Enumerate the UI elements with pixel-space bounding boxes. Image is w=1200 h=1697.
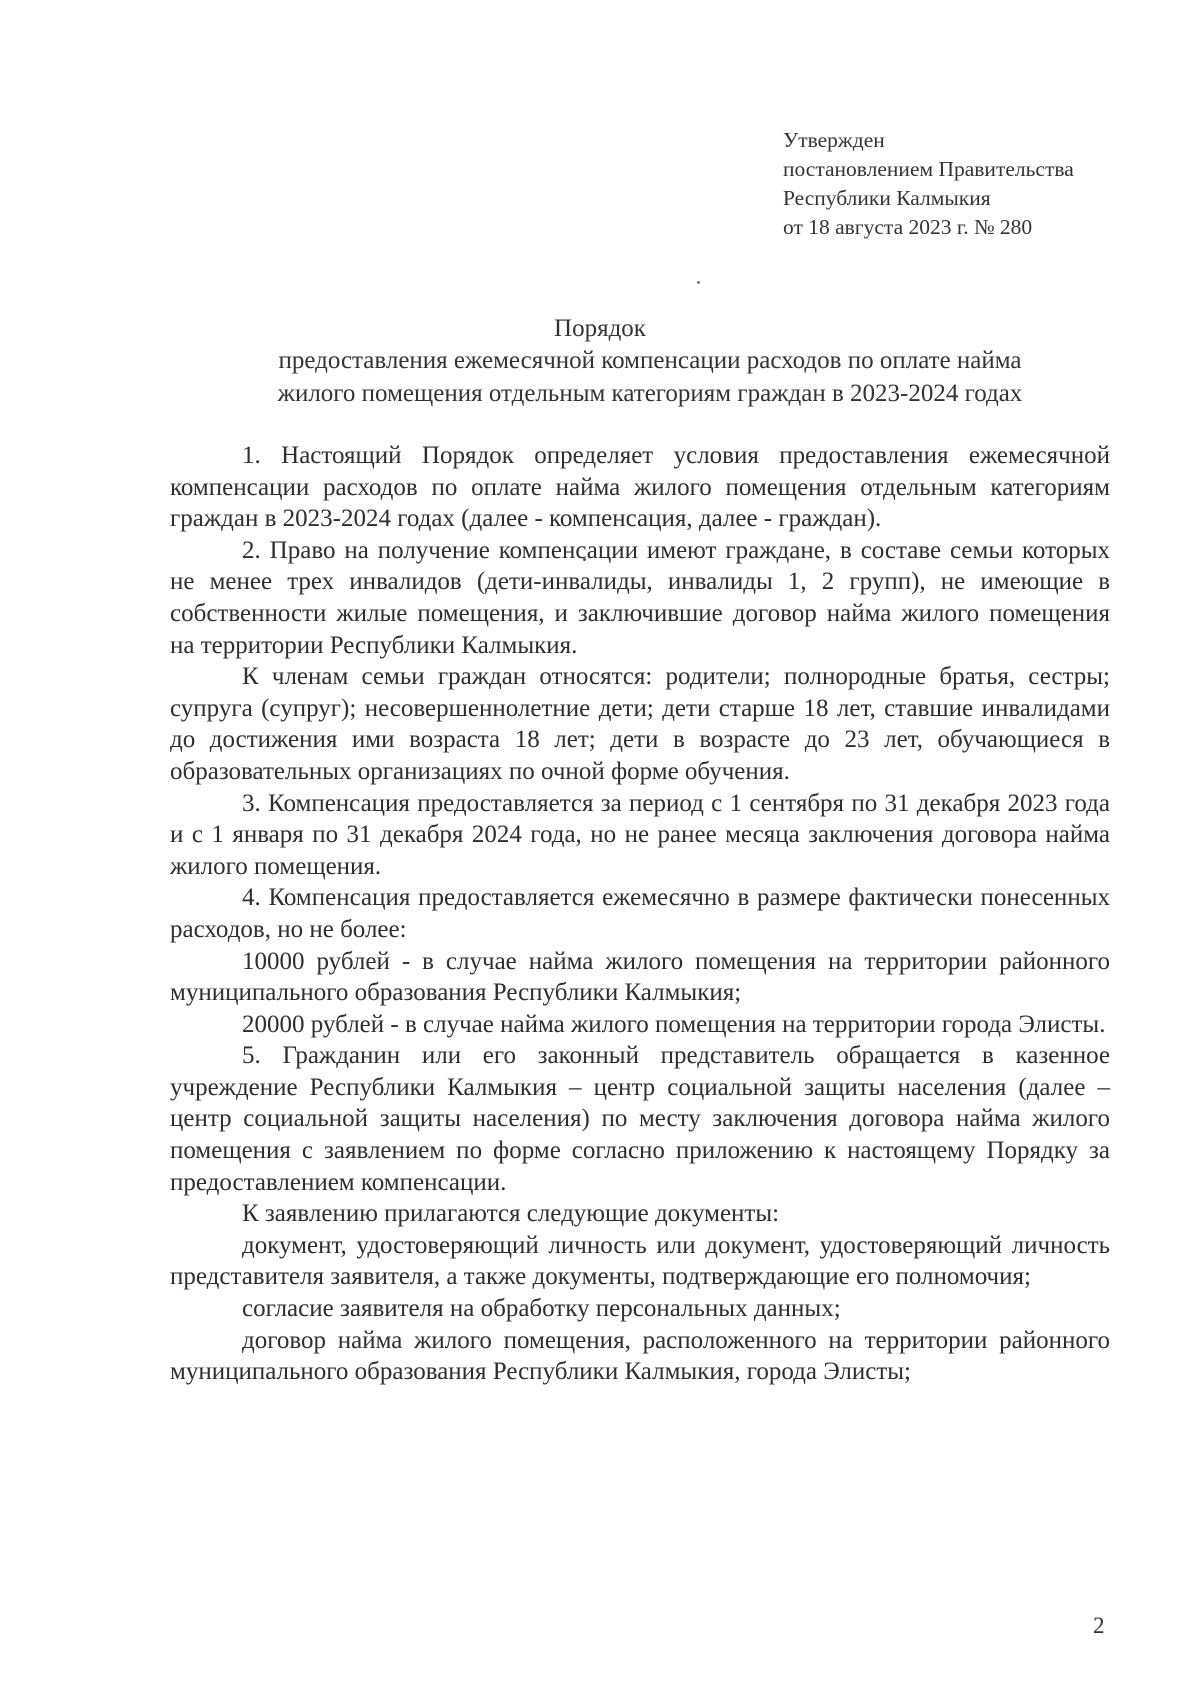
list-item-consent: согласие заявителя на обработку персональных данных;	[242, 1295, 841, 1323]
document-body	[170, 440, 1110, 1388]
paragraph-4-amount-district: 10000 рублей - в случае найма жилого помещения на территории районного муниципального образования Республики Калмыкия;	[170, 947, 1110, 1007]
subtitle-line: жилого помещения отдельным категориям граждан в 2023-2024 годах	[277, 380, 1023, 407]
paragraph-4: 4. Компенсация предоставляется ежемесячно в размере фактически понесенных расходов, но не более:	[170, 884, 1110, 943]
approval-line: постановлением Правительства	[783, 157, 1074, 181]
approval-line: Утвержден	[783, 128, 885, 152]
subtitle-line: предоставления ежемесячной компенсации расходов по оплате найма	[278, 347, 1022, 374]
paragraph-documents-intro: К заявлению прилагаются следующие документы:	[242, 1200, 780, 1228]
list-item-lease-contract: договор найма жилого помещения, расположенного на территории районного муниципального образования Республики Калмыкия, города Элисты;	[170, 1326, 1110, 1386]
paragraph-4-amount-elista: 20000 рублей - в случае найма жилого помещения на территории города Элисты.	[242, 1010, 1106, 1038]
page-number: 2	[1093, 1613, 1105, 1638]
paragraph-2: 2. Право на получение компенсации имеют граждане, в составе семьи которых не менее трех инвалидов (дети-инвалиды, инвалиды 1, 2 групп), не имеющие в собственности жилые помещения, и заключившие договор найма жилого помещения на территории Республики Калмыкия.	[170, 536, 1110, 659]
paragraph-5: 5. Гражданин или его законный представитель обращается в казенное учреждение Республики Калмыкия – центр социальной защиты населения (далее – центр социальной защиты населения) по месту заключения договора найма жилого помещения с заявлением по форме согласно приложению к настоящему Порядку за предоставлением компенсации.	[170, 1042, 1110, 1196]
list-item-identity-document: документ, удостоверяющий личность или документ, удостоверяющий личность представителя заявителя, а также документы, подтверждающие его полномочия;	[170, 1231, 1110, 1291]
paragraph-3: 3. Компенсация предоставляется за период с 1 сентября по 31 декабря 2023 года и с 1 января по 31 декабря 2024 года, но не ранее месяца заключения договора найма жилого помещения.	[170, 789, 1110, 880]
approval-line: Республики Калмыкия	[783, 186, 991, 210]
document-subtitle	[170, 344, 1130, 410]
scan-speck	[697, 281, 700, 284]
paragraph-1: 1. Настоящий Порядок определяет условия предоставления ежемесячной компенсации расходов по оплате найма жилого помещения отдельным категориям граждан в 2023-2024 годах (далее - компенсация, далее - граждан).	[170, 442, 1110, 533]
paragraph-family-members: К членам семьи граждан относятся: родители; полнородные братья, сестры; супруга (супруг); несовершеннолетние дети; дети старше 18 лет, ставшие инвалидами до достижения ими возраста 18 лет; дети в возрасте до 23 лет, обучающиеся в образовательных организациях по очной форме обучения.	[170, 663, 1110, 785]
approval-block	[783, 126, 1074, 242]
document-title: Порядок	[554, 315, 646, 342]
approval-line: от 18 августа 2023 г. № 280	[783, 215, 1033, 239]
